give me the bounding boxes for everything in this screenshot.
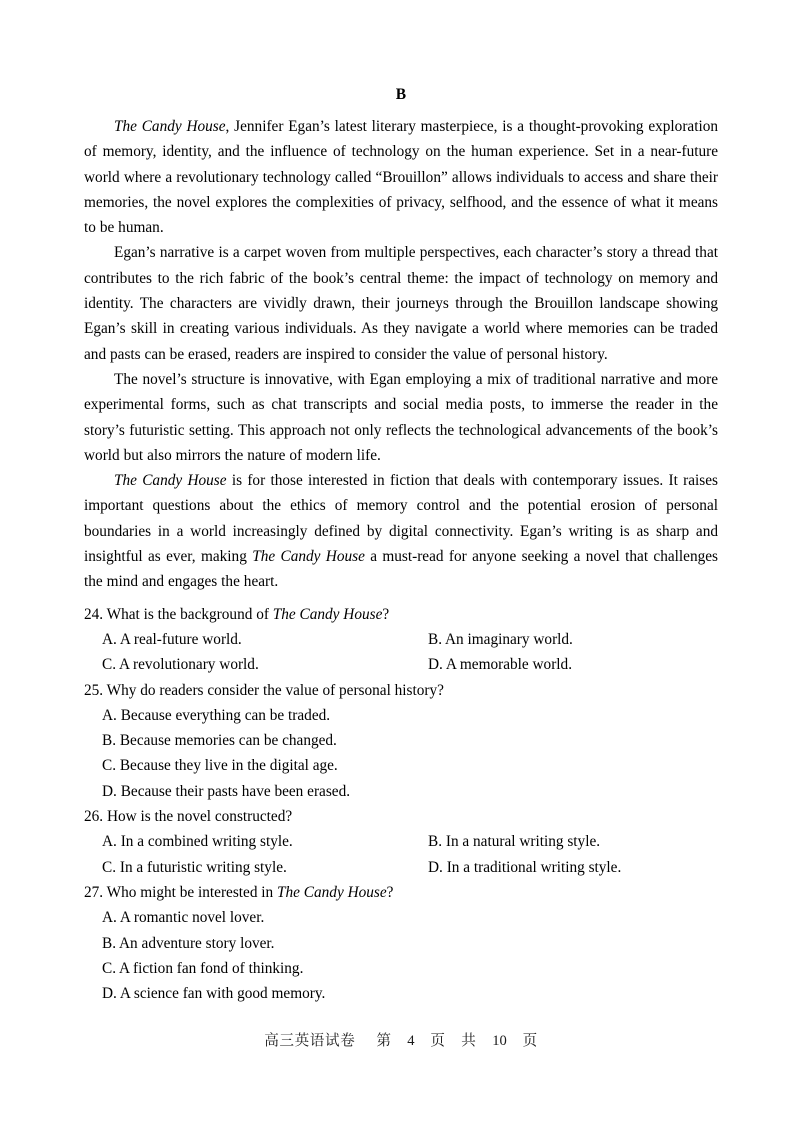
text-run: , Jennifer Egan’s latest literary masterpiece, is a thought-provoking exploration of memory, identity, and the influence of technology on the human experience. Set in a near-future world where a revolutionary technology called “Brouillon” allows individuals to access and share their memories, the novel explores the complexities of privacy, selfhood, and the essence of what it means to be human. bbox=[84, 118, 718, 237]
footer-page-word: 第 bbox=[376, 1032, 392, 1049]
text-run: 26. How is the novel constructed? bbox=[84, 808, 293, 826]
option-row bbox=[84, 956, 718, 981]
option-row bbox=[84, 652, 718, 677]
option-group bbox=[84, 627, 718, 678]
text-run: ? bbox=[382, 605, 390, 623]
text-run: ? bbox=[386, 883, 394, 901]
page-footer bbox=[84, 1030, 718, 1052]
question-stem bbox=[84, 678, 718, 703]
option-choice[interactable]: B. An imaginary world. bbox=[428, 630, 573, 648]
passage-paragraph bbox=[84, 240, 718, 366]
option-choice[interactable]: A. A real-future world. bbox=[102, 630, 242, 648]
book-title: The Candy House bbox=[277, 883, 387, 901]
text-run: Egan’s narrative is a carpet woven from multiple perspectives, each character’s story a thread that contributes to the rich fabric of the book’s central theme: the impact of technology on memory and identity. The characters are vividly drawn, their journeys through the Brouillon landscape showing Egan’s skill in creating various individuals. As they navigate a world where memories can be traded and pasts can be erased, readers are inspired to consider the value of personal history. bbox=[84, 244, 718, 363]
footer-total-unit: 页 bbox=[522, 1032, 538, 1049]
option-choice[interactable]: A. Because everything can be traded. bbox=[102, 706, 331, 724]
text-run: 27. Who might be interested in bbox=[84, 883, 278, 901]
option-choice[interactable]: D. A memorable world. bbox=[428, 656, 573, 674]
book-title: The Candy House bbox=[114, 118, 226, 135]
text-run: a must-read for anyone seeking a novel that challenges the mind and engages the heart. bbox=[84, 548, 718, 591]
footer-total-word: 共 bbox=[461, 1032, 477, 1049]
footer-total-number: 10 bbox=[492, 1033, 507, 1049]
text-run: The novel’s structure is innovative, with Egan employing a mix of traditional narrative and more experimental forms, such as chat transcripts and social media posts, to immerse the reader in the story’s futuristic setting. This approach not only reflects the technological advancements of the book’s world but also mirrors the nature of modern life. bbox=[84, 370, 718, 464]
option-choice[interactable]: A. In a combined writing style. bbox=[102, 833, 293, 851]
text-run: 24. What is the background of bbox=[84, 605, 273, 623]
footer-page-number: 4 bbox=[407, 1033, 415, 1049]
option-choice[interactable]: B. An adventure story lover. bbox=[102, 934, 275, 952]
option-choice[interactable]: C. In a futuristic writing style. bbox=[102, 858, 287, 876]
section-heading: B bbox=[395, 86, 407, 103]
text-run: 25. Why do readers consider the value of personal history? bbox=[84, 681, 444, 699]
option-row bbox=[84, 753, 718, 778]
option-row bbox=[84, 829, 718, 854]
option-choice[interactable]: A. A romantic novel lover. bbox=[102, 909, 265, 927]
passage-paragraph bbox=[84, 367, 718, 468]
option-row bbox=[84, 981, 718, 1006]
option-choice[interactable]: D. In a traditional writing style. bbox=[428, 858, 622, 876]
option-row bbox=[84, 855, 718, 880]
option-row bbox=[84, 728, 718, 753]
text-run: is for those interested in fiction that deals with contemporary issues. It raises important questions about the ethics of memory control and the potential erosion of personal boundaries in a world increasingly defined by digital connectivity. Egan’s writing is as sharp and insightful as ever, making bbox=[84, 472, 718, 566]
question-stem bbox=[84, 804, 718, 829]
option-group bbox=[84, 905, 718, 1006]
book-title: The Candy House bbox=[252, 548, 365, 566]
book-title: The Candy House bbox=[114, 472, 227, 490]
footer-page-unit: 页 bbox=[430, 1032, 446, 1049]
passage-paragraph bbox=[84, 468, 718, 594]
passage-paragraph bbox=[84, 114, 718, 240]
option-row bbox=[84, 931, 718, 956]
question-block bbox=[84, 678, 718, 804]
reading-passage bbox=[84, 107, 718, 595]
option-choice[interactable]: C. Because they live in the digital age. bbox=[102, 757, 338, 775]
option-choice[interactable]: B. In a natural writing style. bbox=[428, 833, 601, 851]
exam-page bbox=[84, 0, 718, 1130]
option-choice[interactable]: B. Because memories can be changed. bbox=[102, 732, 337, 750]
option-row bbox=[84, 779, 718, 804]
question-block bbox=[84, 804, 718, 880]
question-block bbox=[84, 880, 718, 1006]
option-group bbox=[84, 829, 718, 880]
book-title: The Candy House bbox=[272, 605, 383, 623]
question-stem bbox=[84, 602, 718, 627]
option-choice[interactable]: C. A fiction fan fond of thinking. bbox=[102, 959, 304, 977]
option-choice[interactable]: D. A science fan with good memory. bbox=[102, 985, 326, 1003]
question-stem bbox=[84, 880, 718, 905]
option-choice[interactable]: C. A revolutionary world. bbox=[102, 656, 259, 674]
question-list bbox=[84, 595, 718, 1007]
option-row bbox=[84, 703, 718, 728]
option-row bbox=[84, 905, 718, 930]
footer-exam-label: 高三英语试卷 bbox=[264, 1032, 356, 1049]
option-group bbox=[84, 703, 718, 804]
option-row bbox=[84, 627, 718, 652]
option-choice[interactable]: D. Because their pasts have been erased. bbox=[102, 782, 351, 800]
question-block bbox=[84, 602, 718, 678]
